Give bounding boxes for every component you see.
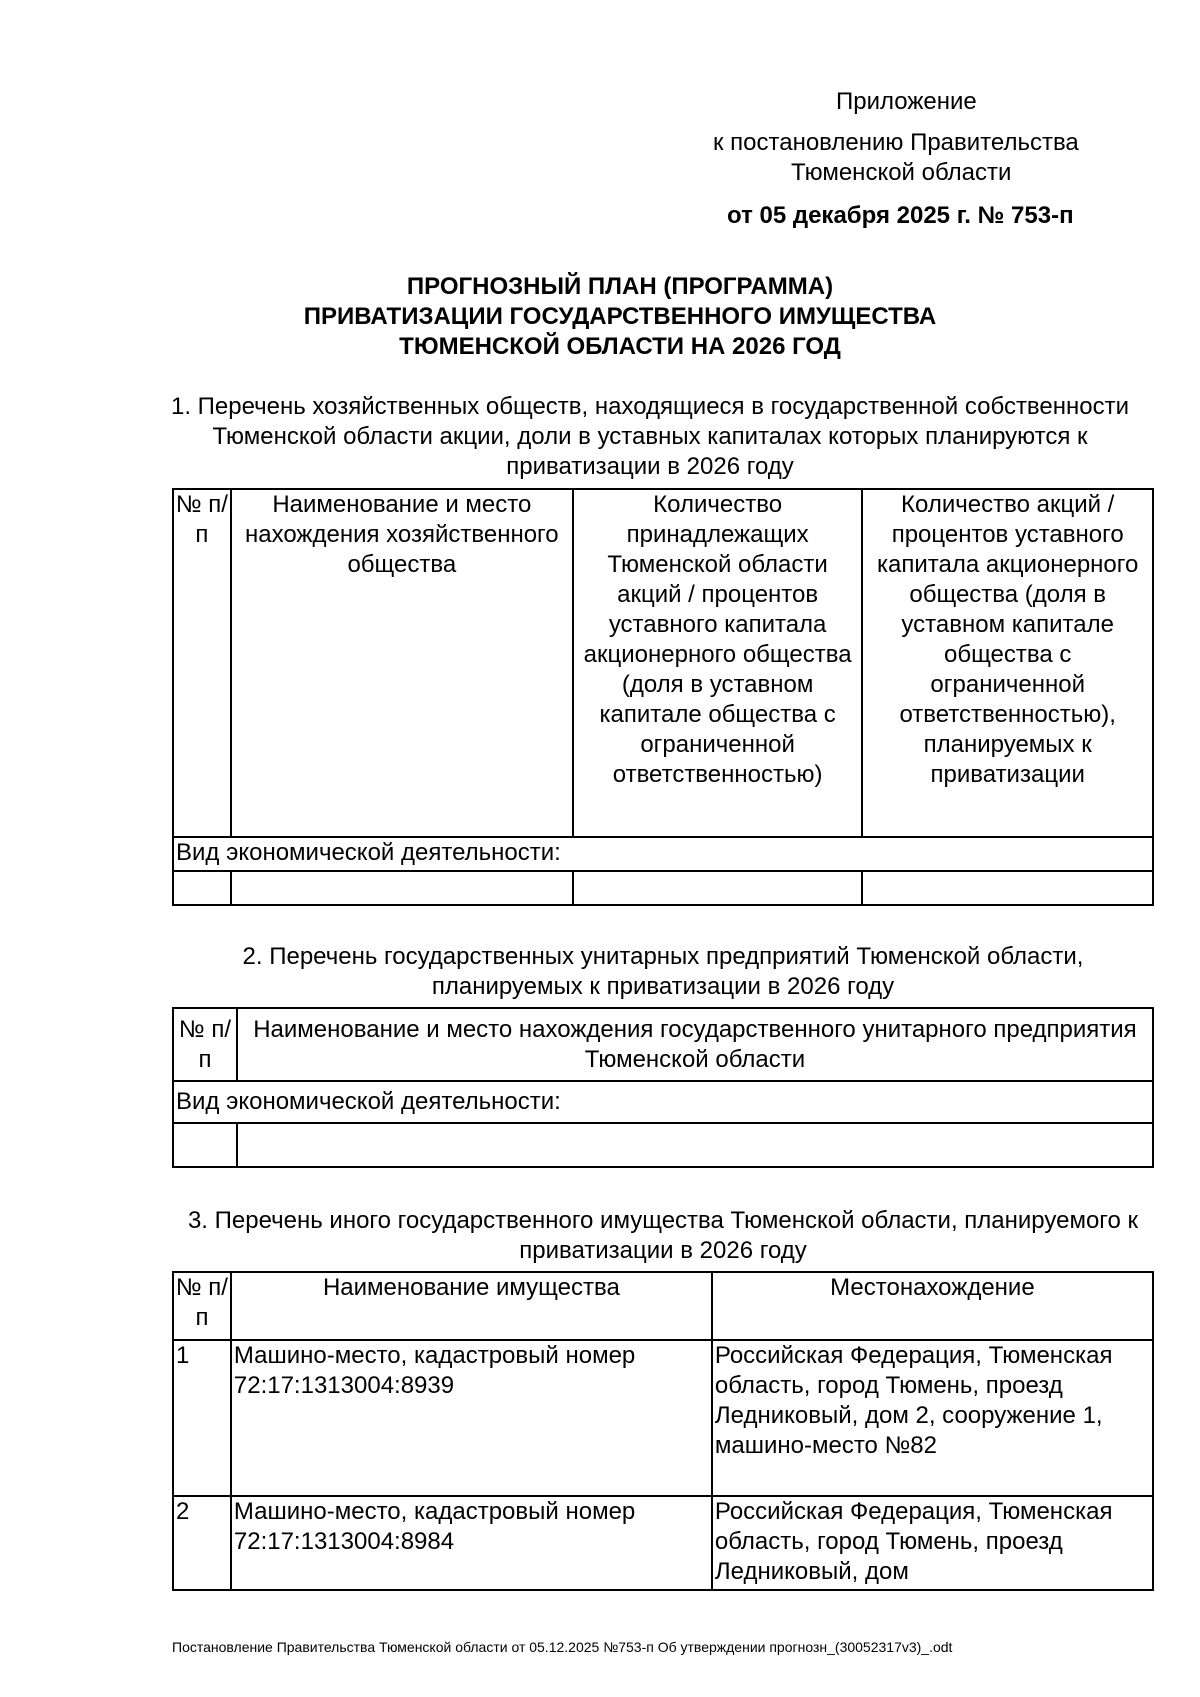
- section2-title: 2. Перечень государственных унитарных предприятий Тюменской области, планируемых к приватизации в 2026 году: [242, 943, 1084, 1000]
- table-cell: [173, 1123, 237, 1167]
- row-number-cell: 2: [173, 1496, 231, 1590]
- header-cell-planned-shares: Количество акций / процентов уставного капитала акционерного общества (доля в уставном капитале общества с ограниченной ответственностью), планируемых к приватизации: [862, 489, 1153, 837]
- table-cell: [237, 1123, 1153, 1167]
- section3-table: [172, 1271, 1154, 1591]
- table-cell: [573, 871, 863, 905]
- header-cell-number: № п/п: [173, 1272, 231, 1340]
- header-cell-owned-shares: Количество принадлежащих Тюменской области акций / процентов уставного капитала акционерного общества (доля в уставном капитале общества с ограниченной ответственностью): [573, 489, 863, 837]
- table-header-row: [173, 489, 1153, 837]
- property-name-cell: Машино-место, кадастровый номер 72:17:1313004:8939: [231, 1340, 712, 1496]
- document-title-line2: ПРИВАТИЗАЦИИ ГОСУДАРСТВЕННОГО ИМУЩЕСТВА: [303, 303, 937, 330]
- table-cell: [231, 871, 573, 905]
- activity-label: Вид экономической деятельности:: [173, 1081, 1153, 1123]
- property-location-cell: Российская Федерация, Тюменская область, город Тюмень, проезд Ледниковый, дом: [712, 1496, 1153, 1590]
- header-cell-number: № п/п: [173, 1008, 237, 1081]
- section3-title: 3. Перечень иного государственного имущества Тюменской области, планируемого к приватизации в 2026 году: [187, 1207, 1139, 1264]
- document-footer: Постановление Правительства Тюменской области от 05.12.2025 №753-п Об утверждении прогнозн_(30052317v3)_.odt: [172, 1639, 953, 1655]
- activity-row: [173, 837, 1153, 871]
- table-row: [173, 1123, 1153, 1167]
- table-cell: [862, 871, 1153, 905]
- header-cell-property-name: Наименование имущества: [231, 1272, 712, 1340]
- row-number-cell: 1: [173, 1340, 231, 1496]
- section2-table: [172, 1007, 1154, 1168]
- header-cell-company-name: Наименование и место нахождения хозяйственного общества: [231, 489, 573, 837]
- activity-label: Вид экономической деятельности:: [173, 837, 1153, 871]
- section1-title: 1. Перечень хозяйственных обществ, находящиеся в государственной собственности Тюменской области акции, доли в уставных капиталах которых планируются к приватизации в 2026 году: [170, 393, 1130, 480]
- document-title-line3: ТЮМЕНСКОЙ ОБЛАСТИ НА 2026 ГОД: [399, 333, 841, 360]
- table-header-row: [173, 1008, 1153, 1081]
- property-name-cell: Машино-место, кадастровый номер 72:17:1313004:8984: [231, 1496, 712, 1590]
- table-header-row: [173, 1272, 1153, 1340]
- resolution-reference-line2: Тюменской области: [791, 159, 1012, 186]
- appendix-label: Приложение: [836, 88, 977, 115]
- resolution-date-number: от 05 декабря 2025 г. № 753-п: [727, 202, 1074, 229]
- header-cell-enterprise-name: Наименование и место нахождения государственного унитарного предприятия Тюменской области: [237, 1008, 1153, 1081]
- section1-table: [172, 488, 1154, 906]
- table-row: [173, 1340, 1153, 1496]
- table-row: [173, 871, 1153, 905]
- property-location-cell: Российская Федерация, Тюменская область, город Тюмень, проезд Ледниковый, дом 2, сооружение 1, машино-место №82: [712, 1340, 1153, 1496]
- resolution-reference-line1: к постановлению Правительства: [713, 129, 1079, 156]
- header-cell-location: Местонахождение: [712, 1272, 1153, 1340]
- document-title-line1: ПРОГНОЗНЫЙ ПЛАН (ПРОГРАММА): [406, 273, 834, 300]
- table-row: [173, 1496, 1153, 1590]
- activity-row: [173, 1081, 1153, 1123]
- header-cell-number: № п/п: [173, 489, 231, 837]
- table-cell: [173, 871, 231, 905]
